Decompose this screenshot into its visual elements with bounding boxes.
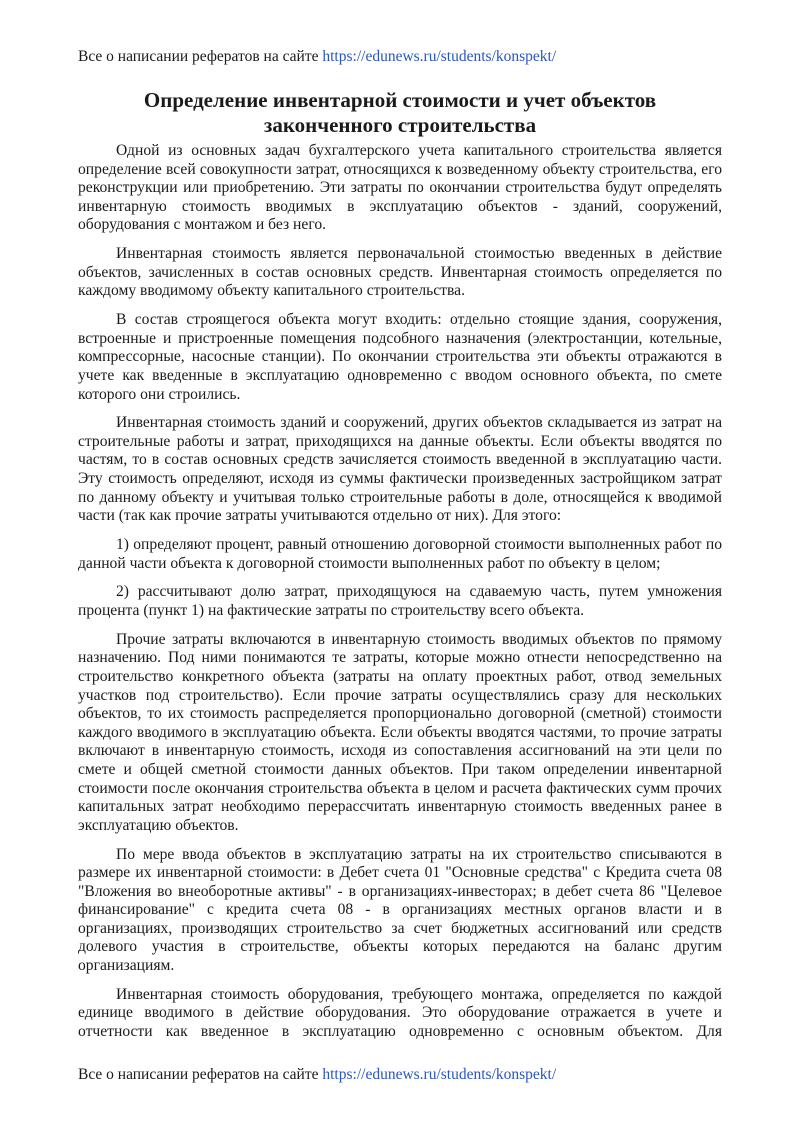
- title-line-2: законченного строительства: [263, 113, 537, 137]
- paragraph: Инвентарная стоимость оборудования, требующего монтажа, определяется по каждой единице вводимого в действие оборудования. Это оборудование отражается в учете и отчетности как введенное в эксплуатацию одновременно с основным объектом. Для: [78, 985, 722, 1041]
- title-line-1: Определение инвентарной стоимости и учет объектов: [143, 88, 657, 112]
- header-text: Все о написании рефератов на сайте: [78, 48, 323, 65]
- paragraph: Инвентарная стоимость зданий и сооружений, других объектов складывается из затрат на строительные работы и затрат, приходящихся на данные объекты. Если объекты вводятся по частям, то в состав основных средств зачисляется стоимость введенной в эксплуатацию части. Эту стоимость определяют, исходя из суммы фактически произведенных застройщиком затрат по данному объекту и учитывая только строительные работы в доле, относящейся к вводимой части (так как прочие затраты учитываются отдельно от них). Для этого:: [78, 414, 722, 525]
- paragraph: Инвентарная стоимость является первоначальной стоимостью введенных в действие объектов, зачисленных в состав основных средств. Инвентарная стоимость определяется по каждому вводимому объекту капитального строительства.: [78, 245, 722, 300]
- paragraph: В состав строящегося объекта могут входить: отдельно стоящие здания, сооружения, встроенные и пристроенные помещения подсобного назначения (электростанции, котельные, компрессорные, насосные станции). По окончании строительства эти объекты отражаются в учете как введенные в эксплуатацию одновременно с вводом основного объекта, по смете которого они строились.: [78, 311, 722, 403]
- paragraph: По мере ввода объектов в эксплуатацию затраты на их строительство списываются в размере их инвентарной стоимости: в Дебет счета 01 "Основные средства" с Кредита счета 08 "Вложения во внеоборотные активы" - в организациях-инвесторах; в дебет счета 86 "Целевое финансирование" с кредита счета 08 - в организациях местных органов власти и в организациях, производящих строительство за счет бюджетных ассигнований или средств долевого участия в строительстве, объекты которых передаются на баланс другим организациям.: [78, 845, 722, 975]
- document-title: [78, 88, 722, 138]
- page-header: [78, 47, 556, 67]
- paragraph: Прочие затраты включаются в инвентарную стоимость вводимых объектов по прямому назначению. Под ними понимаются те затраты, которые можно отнести непосредственно на строительство конкретного объекта (затраты на оплату проектных работ, отвод земельных участков под строительство). Если прочие затраты осуществлялись сразу для нескольких объектов, то их стоимость распределяется пропорционально договорной (сметной) стоимости каждого вводимого в эксплуатацию объекта. Если объекты вводятся частями, то прочие затраты включают в инвентарную стоимость, исходя из сопоставления ассигнований на эти цели по смете и общей сметной стоимости данных объектов. При таком определении инвентарной стоимости после окончания строительства объекта в целом и расчета фактических сумм прочих капитальных затрат необходимо перерассчитать инвентарную стоимость введенных ранее в эксплуатацию объектов.: [78, 630, 722, 834]
- header-link[interactable]: https://edunews.ru/students/konspekt/: [322, 48, 557, 65]
- footer-link[interactable]: https://edunews.ru/students/konspekt/: [322, 1066, 557, 1083]
- paragraph: Одной из основных задач бухгалтерского учета капитального строительства является определение всей совокупности затрат, относящихся к возведенному объекту строительства, его реконструкции или приобретению. Эти затраты по окончании строительства будут определять инвентарную стоимость вводимых в эксплуатацию объектов - зданий, сооружений, оборудования с монтажом и без него.: [78, 142, 722, 234]
- footer-text: Все о написании рефератов на сайте: [78, 1066, 323, 1083]
- paragraph: 1) определяют процент, равный отношению договорной стоимости выполненных работ по данной части объекта к договорной стоимости выполненных работ по объекту в целом;: [78, 536, 722, 572]
- paragraph: 2) рассчитывают долю затрат, приходящуюся на сдаваемую часть, путем умножения процента (пункт 1) на фактические затраты по строительству всего объекта.: [78, 583, 722, 619]
- page-footer: [78, 1065, 556, 1085]
- document-body: [78, 142, 722, 1052]
